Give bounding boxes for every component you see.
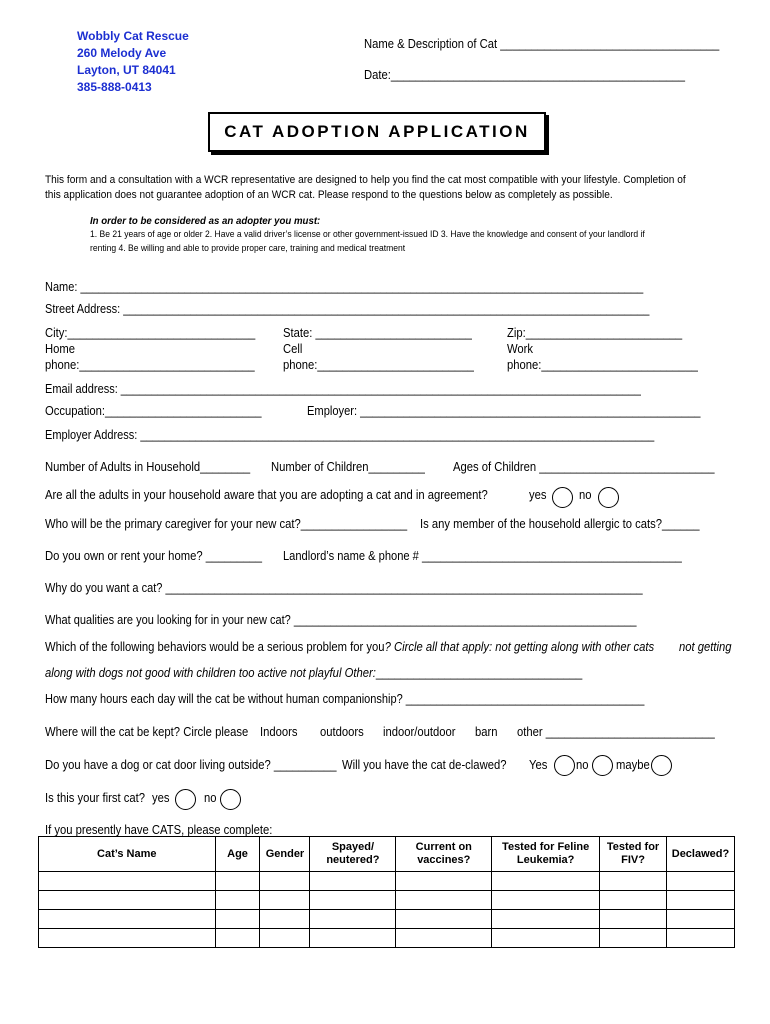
kept-other-field[interactable]: other ___________________________ (517, 725, 715, 739)
current-cats-table (38, 836, 735, 948)
intro-line-2: this application does not guarantee adoption of an WCR cat. Please respond to the questions below as completely as possible. (45, 189, 613, 201)
state-field[interactable]: State: _________________________ (283, 326, 472, 340)
behaviors-options-line-2[interactable]: along with dogs not good with children too active not playful Other: (45, 666, 376, 680)
table-cell[interactable] (215, 929, 260, 948)
name-field[interactable]: Name: ____________________________________________________________________________________________ (45, 280, 644, 294)
header-spayed-neutered: Spayed/ neutered? (310, 837, 396, 872)
behaviors-question: Which of the following behaviors would be a serious problem for you (45, 640, 385, 654)
first-cat-question: Is this your first cat? (45, 791, 146, 805)
qualities-field[interactable]: What qualities are you looking for in your new cat? ________________________________________________________ (45, 613, 637, 627)
table-cell[interactable] (260, 910, 310, 929)
zip-field[interactable]: Zip:_________________________ (507, 326, 683, 340)
why-cat-field[interactable]: Why do you want a cat? ______________________________________________________________________________ (45, 581, 643, 595)
header-fiv: Tested for FIV? (600, 837, 667, 872)
declaw-maybe-radio[interactable] (651, 755, 672, 776)
kept-indoors[interactable]: Indoors (260, 725, 298, 739)
org-street: 260 Melody Ave (77, 46, 167, 60)
declaw-maybe-label: maybe (616, 758, 650, 772)
table-cell[interactable] (600, 929, 667, 948)
header-feline-leukemia: Tested for Feline Leukemia? (492, 837, 600, 872)
table-cell[interactable] (492, 891, 600, 910)
table-cell[interactable] (215, 872, 260, 891)
organization-address (77, 28, 189, 96)
behaviors-circle-options[interactable]: ? Circle all that apply: not getting along with other cats (384, 640, 655, 654)
landlord-field[interactable]: Landlord’s name & phone # __________________________________________ (283, 549, 682, 563)
table-row (39, 929, 735, 948)
city-field[interactable]: City:______________________________ (45, 326, 256, 340)
header-gender: Gender (260, 837, 310, 872)
cats-table-caption: If you presently have CATS, please complete: (45, 823, 273, 837)
occupation-field[interactable]: Occupation:_________________________ (45, 404, 262, 418)
org-name: Wobbly Cat Rescue (77, 29, 189, 43)
kept-outdoors[interactable]: outdoors (320, 725, 364, 739)
declaw-yes-label: Yes (529, 758, 548, 772)
table-cell[interactable] (310, 872, 396, 891)
requirements-line-1: 1. Be 21 years of age or older 2. Have a valid driver’s license or other government-issued ID 3. Have the knowledge and consent of your landlord if (90, 229, 645, 240)
header-age: Age (215, 837, 260, 872)
requirements-heading: In order to be considered as an adopter you must: (90, 215, 321, 227)
email-field[interactable]: Email address: _____________________________________________________________________________________ (45, 382, 641, 396)
table-cell[interactable] (492, 910, 600, 929)
table-cell[interactable] (310, 910, 396, 929)
agreement-yes-radio[interactable] (552, 487, 573, 508)
table-cell[interactable] (39, 891, 216, 910)
table-row (39, 872, 735, 891)
form-title: CAT ADOPTION APPLICATION (208, 112, 546, 152)
cell-phone-label: Cell (283, 342, 303, 356)
table-cell[interactable] (492, 929, 600, 948)
behaviors-other-blank[interactable]: _________________________________ (375, 666, 583, 680)
work-phone-field[interactable]: phone:_________________________ (507, 358, 698, 372)
header-declawed: Declawed? (666, 837, 734, 872)
children-field[interactable]: Number of Children_________ (271, 460, 425, 474)
org-phone: 385-888-0413 (77, 80, 152, 94)
street-address-field[interactable]: Street Address: ______________________________________________________________________________________ (45, 302, 650, 316)
own-rent-field[interactable]: Do you own or rent your home? _________ (45, 549, 263, 563)
table-cell[interactable] (260, 929, 310, 948)
table-row (39, 910, 735, 929)
hours-alone-field[interactable]: How many hours each day will the cat be without human companionship? _______________________________________ (45, 692, 645, 706)
table-cell[interactable] (310, 929, 396, 948)
requirements-line-2: renting 4. Be willing and able to provide proper care, training and medical treatment (90, 243, 406, 254)
declaw-no-radio[interactable] (592, 755, 613, 776)
pet-door-field[interactable]: Do you have a dog or cat door living outside? __________ (45, 758, 337, 772)
table-cell[interactable] (396, 929, 492, 948)
children-ages-field[interactable]: Ages of Children ____________________________ (453, 460, 715, 474)
table-cell[interactable] (492, 872, 600, 891)
agreement-no-radio[interactable] (598, 487, 619, 508)
adults-field[interactable]: Number of Adults in Household________ (45, 460, 251, 474)
table-cell[interactable] (39, 910, 216, 929)
org-city: Layton, UT 84041 (77, 63, 176, 77)
table-cell[interactable] (666, 929, 734, 948)
cat-name-description-field[interactable]: Name & Description of Cat ___________________________________ (364, 37, 720, 51)
work-phone-label: Work (507, 342, 534, 356)
table-cell[interactable] (666, 872, 734, 891)
table-cell[interactable] (260, 872, 310, 891)
table-cell[interactable] (600, 872, 667, 891)
table-cell[interactable] (39, 872, 216, 891)
kept-indoor-outdoor[interactable]: indoor/outdoor (383, 725, 456, 739)
employer-field[interactable]: Employer: _______________________________________________________ (307, 404, 701, 418)
first-cat-yes-label: yes (152, 791, 170, 805)
agreement-yes-label: yes (529, 488, 547, 502)
employer-address-field[interactable]: Employer Address: ____________________________________________________________________________________ (45, 428, 655, 442)
header-vaccines: Current on vaccines? (396, 837, 492, 872)
table-cell[interactable] (215, 910, 260, 929)
table-cell[interactable] (215, 891, 260, 910)
kept-question: Where will the cat be kept? Circle please (45, 725, 249, 739)
home-phone-label: Home (45, 342, 76, 356)
agreement-question: Are all the adults in your household aware that you are adopting a cat and in agreement? (45, 488, 488, 502)
home-phone-field[interactable]: phone:____________________________ (45, 358, 255, 372)
declaw-no-label: no (576, 758, 589, 772)
declaw-question: Will you have the cat de-clawed? (342, 758, 507, 772)
allergic-field[interactable]: Is any member of the household allergic to cats?______ (420, 517, 700, 531)
table-cell[interactable] (310, 891, 396, 910)
kept-barn[interactable]: barn (475, 725, 498, 739)
first-cat-yes-radio[interactable] (175, 789, 196, 810)
first-cat-no-radio[interactable] (220, 789, 241, 810)
cell-phone-field[interactable]: phone:_________________________ (283, 358, 474, 372)
caregiver-field[interactable]: Who will be the primary caregiver for your new cat?_________________ (45, 517, 408, 531)
table-cell[interactable] (396, 891, 492, 910)
table-cell[interactable] (39, 929, 216, 948)
behavior-not-getting[interactable]: not getting (679, 640, 732, 654)
table-cell[interactable] (396, 872, 492, 891)
intro-line-1: This form and a consultation with a WCR representative are designed to help you find the cat most compatible with your lifestyle. Completion of (45, 174, 686, 186)
table-cell[interactable] (600, 891, 667, 910)
table-cell[interactable] (666, 891, 734, 910)
date-field[interactable]: Date:_______________________________________________ (364, 68, 685, 82)
header-cat-name: Cat’s Name (39, 837, 216, 872)
table-cell[interactable] (260, 891, 310, 910)
cats-table-header-row (39, 837, 735, 872)
table-cell[interactable] (396, 910, 492, 929)
table-cell[interactable] (666, 910, 734, 929)
first-cat-no-label: no (204, 791, 217, 805)
table-cell[interactable] (600, 910, 667, 929)
declaw-yes-radio[interactable] (554, 755, 575, 776)
table-row (39, 891, 735, 910)
agreement-no-label: no (579, 488, 592, 502)
